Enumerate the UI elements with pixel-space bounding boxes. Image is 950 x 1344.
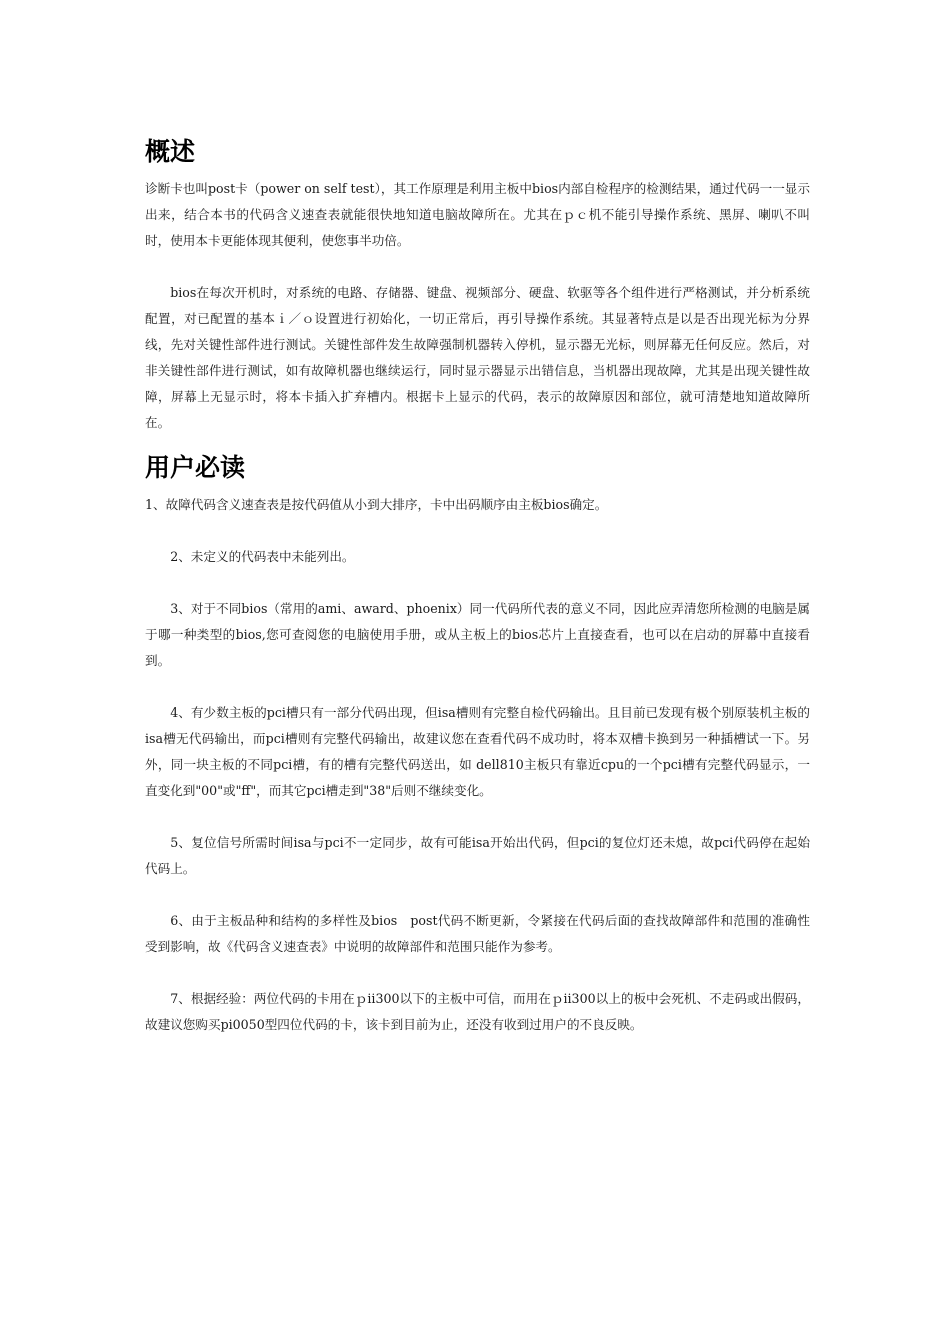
note-item-4: 4、有少数主板的pci槽只有一部分代码出现，但isa槽则有完整自检代码输出。且目前已发现有极个别原装机主板的isa槽无代码输出，而pci槽则有完整代码输出，故建议您在查看代码不成功时，将本双槽卡换到另一种插槽试一下。另外，同一块主板的不同pci槽，有的槽有完整代码送出，如 dell810主板只有靠近cpu的一个pci槽有完整代码显示，一直变化到"00"或"ff"，而其它pci槽走到"38"后则不继续变化。 (145, 705, 810, 798)
note-item-5: 5、复位信号所需时间isa与pci不一定同步，故有可能isa开始出代码，但pci的复位灯还未熄，故pci代码停在起始代码上。 (145, 835, 810, 876)
paragraph-gap (145, 960, 810, 986)
section-title-user-notes: 用户必读 (145, 453, 246, 482)
document-page (145, 136, 810, 1038)
note-item-1: 1、故障代码含义速查表是按代码值从小到大排序，卡中出码顺序由主板bios确定。 (145, 497, 608, 512)
paragraph-gap (145, 518, 810, 544)
note-item-7: 7、根据经验：两位代码的卡用在ｐⅱ300以下的主板中可信，而用在ｐⅱ300以上的板中会死机、不走码或出假码，故建议您购买pi0050型四位代码的卡，该卡到目前为止，还没有收到过用户的不良反映。 (145, 991, 810, 1032)
note-item-3: 3、对于不同bios（常用的ami、award、phoenix）同一代码所代表的意义不同，因此应弄清您所检测的电脑是属于哪一种类型的bios,您可查阅您的电脑使用手册，或从主板上的bios芯片上直接查看，也可以在启动的屏幕中直接看到。 (145, 601, 810, 668)
bios-paragraph: bios在每次开机时，对系统的电路、存储器、键盘、视频部分、硬盘、软驱等各个组件进行严格测试，并分析系统配置，对已配置的基本ｉ／ｏ设置进行初始化，一切正常后，再引导操作系统。其显著特点是以是否出现光标为分界线，先对关键性部件进行测试。关键性部件发生故障强制机器转入停机，显示器无光标，则屏幕无任何反应。然后，对非关键性部件进行测试，如有故障机器也继续运行，同时显示器显示出错信息，当机器出现故障，尤其是出现关键性故障，屏幕上无显示时，将本卡插入扩弃槽内。根据卡上显示的代码，表示的故障原因和部位，就可清楚地知道故障所在。 (145, 285, 810, 430)
paragraph-gap (145, 570, 810, 596)
paragraph-gap (145, 254, 810, 280)
paragraph-gap (145, 882, 810, 908)
note-item-2: 2、未定义的代码表中未能列出。 (170, 549, 355, 564)
section-title-overview: 概述 (145, 137, 196, 166)
overview-paragraph: 诊断卡也叫post卡（power on self test），其工作原理是利用主板中bios内部自检程序的检测结果，通过代码一一显示出来，结合本书的代码含义速查表就能很快地知道电脑故障所在。尤其在ｐｃ机不能引导操作系统、黑屏、喇叭不叫时，使用本卡更能体现其便利，使您事半功倍。 (145, 181, 810, 248)
paragraph-gap (145, 674, 810, 700)
note-item-6: 6、由于主板品种和结构的多样性及bios post代码不断更新，令紧接在代码后面的查找故障部件和范围的准确性受到影响，故《代码含义速查表》中说明的故障部件和范围只能作为参考。 (145, 913, 810, 954)
paragraph-gap (145, 804, 810, 830)
